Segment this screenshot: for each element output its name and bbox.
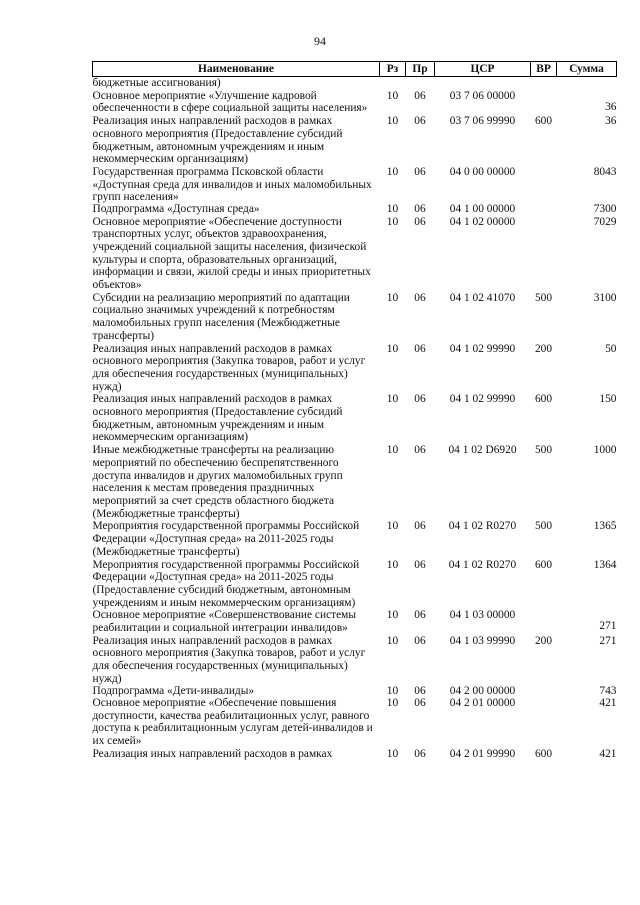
row-vr [531,686,557,698]
row-name: Реализация иных направлений расходов в рамках основного мероприятия (Предоставление субсидий бюджетным, автономным учреждениям и иным некоммерческим организациям) [92,115,343,166]
row-name: Реализация иных направлений расходов в рамках основного мероприятия (Закупка товаров, работ и услуг для обеспечения государственных (муниципальных) нужд) [92,634,366,685]
row-name: Основное мероприятие «Обеспечение доступности транспортных услуг, объектов здравоохранения, учреждений социальной защиты населения, физической культуры и спорта, образовательных организаций, информации и связи, жилой среды и иных приоритетных объектов» [92,215,371,292]
row-sum: 1365 [593,520,617,533]
row-rz: 10 [386,697,399,710]
row-pr: 06 [414,634,426,647]
row-rz: 10 [386,89,399,102]
row-rz: 10 [386,203,399,216]
row-rz: 10 [386,609,399,622]
row-pr: 06 [414,697,426,710]
row-sum: 271 [599,634,617,647]
row-pr: 06 [414,520,426,533]
table-row [93,609,617,634]
row-vr: 600 [534,558,553,571]
row-csr: 04 1 03 99990 [449,634,516,647]
row-rz [380,77,406,90]
row-csr: 03 7 06 00000 [449,89,516,102]
row-sum [557,77,617,90]
row-csr: 04 1 00 00000 [449,203,516,216]
row-name: Государственная программа Псковской области «Доступная среда для инвалидов и иных маломобильных групп населения» [92,165,372,204]
row-csr: 04 1 02 D6920 [448,444,517,457]
row-pr: 06 [414,444,426,457]
row-vr: 500 [534,291,553,304]
table-row [93,686,617,698]
row-name: Основное мероприятие «Совершенствование системы реабилитации и социальной интеграции инвалидов» [92,609,357,635]
table-row [93,292,617,343]
row-csr: 04 2 01 99990 [449,747,516,760]
row-name: бюджетные ассигнования) [92,77,221,89]
row-rz: 10 [386,115,399,128]
page-number: 94 [314,34,326,48]
row-sum: 1000 [593,444,617,457]
row-csr: 04 1 02 R0270 [448,558,517,571]
row-vr: 600 [534,747,553,760]
row-name: Реализация иных направлений расходов в рамках [92,747,333,760]
row-vr [531,204,557,216]
row-csr: 04 1 02 00000 [449,215,516,228]
column-header-vr: ВР [531,62,557,77]
row-rz: 10 [386,684,399,697]
row-vr [531,77,557,90]
row-pr: 06 [414,115,426,128]
row-name: Мероприятия государственной программы Российской Федерации «Доступная среда» на 2011-2025 годы (Межбюджетные трансферты) [92,520,360,558]
row-rz: 10 [386,558,399,571]
table-row [93,748,617,761]
row-vr: 500 [534,444,553,457]
row-csr: 04 2 01 00000 [449,697,516,710]
column-header-sum: Сумма [557,62,617,77]
row-pr: 06 [414,609,426,622]
row-sum: 743 [599,684,617,697]
row-vr [531,90,557,115]
row-vr [531,216,557,292]
row-pr: 06 [414,342,426,355]
row-rz: 10 [386,215,399,228]
column-header-rz: Рз [380,62,406,77]
row-rz: 10 [386,342,399,355]
row-name: Основное мероприятие «Обеспечение повышения доступности, качества реабилитационных услуг, равного доступа к реабилитационным услугам детей-инвалидов и их семей» [92,697,373,748]
row-pr: 06 [414,89,426,102]
row-name: Иные межбюджетные трансферты на реализацию мероприятий по обеспечению беспрепятственного доступа инвалидов и других маломобильных групп населения к местам проведения праздничных мероприятий за счет средств областного бюджета (Межбюджетные трансферты) [92,444,343,520]
row-vr: 500 [534,520,553,533]
row-rz: 10 [386,393,399,406]
row-name: Субсидии на реализацию мероприятий по адаптации социально значимых учреждений к потребностям маломобильных групп населения (Межбюджетные трансферты) [92,291,350,342]
row-name: Основное мероприятие «Улучшение кадровой обеспеченности в сфере социальной защиты населения» [92,89,368,115]
row-rz: 10 [386,747,399,760]
row-sum: 7300 [593,203,617,216]
row-vr: 600 [534,115,553,128]
row-rz: 10 [386,520,399,533]
table-row [93,115,617,166]
table-row [93,697,617,748]
row-csr: 03 7 06 99990 [449,115,516,128]
row-sum: 8043 [593,165,617,178]
table-row [93,77,617,90]
row-pr: 06 [414,215,426,228]
row-pr: 06 [414,747,426,760]
row-pr: 06 [414,291,426,304]
row-vr: 200 [534,342,553,355]
row-csr: 04 1 02 99990 [449,342,516,355]
row-pr: 06 [414,684,426,697]
row-sum: 36 [605,100,617,113]
row-rz: 10 [386,165,399,178]
row-csr: 04 0 00 00000 [449,165,516,178]
row-csr: 04 1 02 99990 [449,393,516,406]
row-csr: 04 1 02 R0270 [448,520,517,533]
column-header-csr: ЦСР [435,62,531,77]
row-sum: 421 [599,697,617,710]
table-row [93,166,617,204]
column-header-name: Наименование [93,62,380,77]
row-vr: 600 [534,393,553,406]
row-rz: 10 [386,291,399,304]
row-name: Реализация иных направлений расходов в рамках основного мероприятия (Предоставление субсидий бюджетным, автономным учреждениям и иным некоммерческим организациям) [92,393,343,444]
table-row [93,520,617,558]
row-vr: 200 [534,634,553,647]
row-sum: 36 [605,115,617,128]
row-sum: 50 [605,342,617,355]
row-pr: 06 [414,203,426,216]
row-rz: 10 [386,444,399,457]
budget-table [92,61,617,761]
table-row [93,343,617,394]
row-vr [531,609,557,634]
row-csr: 04 2 00 00000 [449,684,516,697]
row-name: Реализация иных направлений расходов в рамках основного мероприятия (Закупка товаров, работ и услуг для обеспечения государственных (муниципальных) нужд) [92,342,366,393]
row-sum: 271 [599,620,617,633]
row-csr [435,77,531,90]
row-sum: 150 [599,393,617,406]
row-pr: 06 [414,165,426,178]
row-name: Мероприятия государственной программы Российской Федерации «Доступная среда» на 2011-2025 годы (Предоставление субсидий бюджетным, автономным учреждениям и иным некоммерческим организациям) [92,558,360,609]
row-csr: 04 1 02 41070 [449,291,516,304]
row-vr [531,166,557,204]
column-header-pr: Пр [406,62,435,77]
table-row [93,90,617,115]
row-pr [406,77,435,90]
row-rz: 10 [386,634,399,647]
row-sum: 3100 [593,291,617,304]
row-pr: 06 [414,558,426,571]
table-row [93,204,617,216]
row-name: Подпрограмма «Доступная среда» [92,203,260,216]
row-sum: 421 [599,747,617,760]
row-name: Подпрограмма «Дети-инвалиды» [92,684,255,697]
table-row [93,559,617,610]
row-sum: 7029 [593,215,617,228]
table-row [93,635,617,686]
table-header-row [93,62,617,77]
row-sum: 1364 [593,558,617,571]
table-row [93,216,617,292]
table-row [93,393,617,444]
table-row [93,444,617,520]
row-csr: 04 1 03 00000 [449,609,516,622]
row-vr [531,697,557,748]
row-pr: 06 [414,393,426,406]
